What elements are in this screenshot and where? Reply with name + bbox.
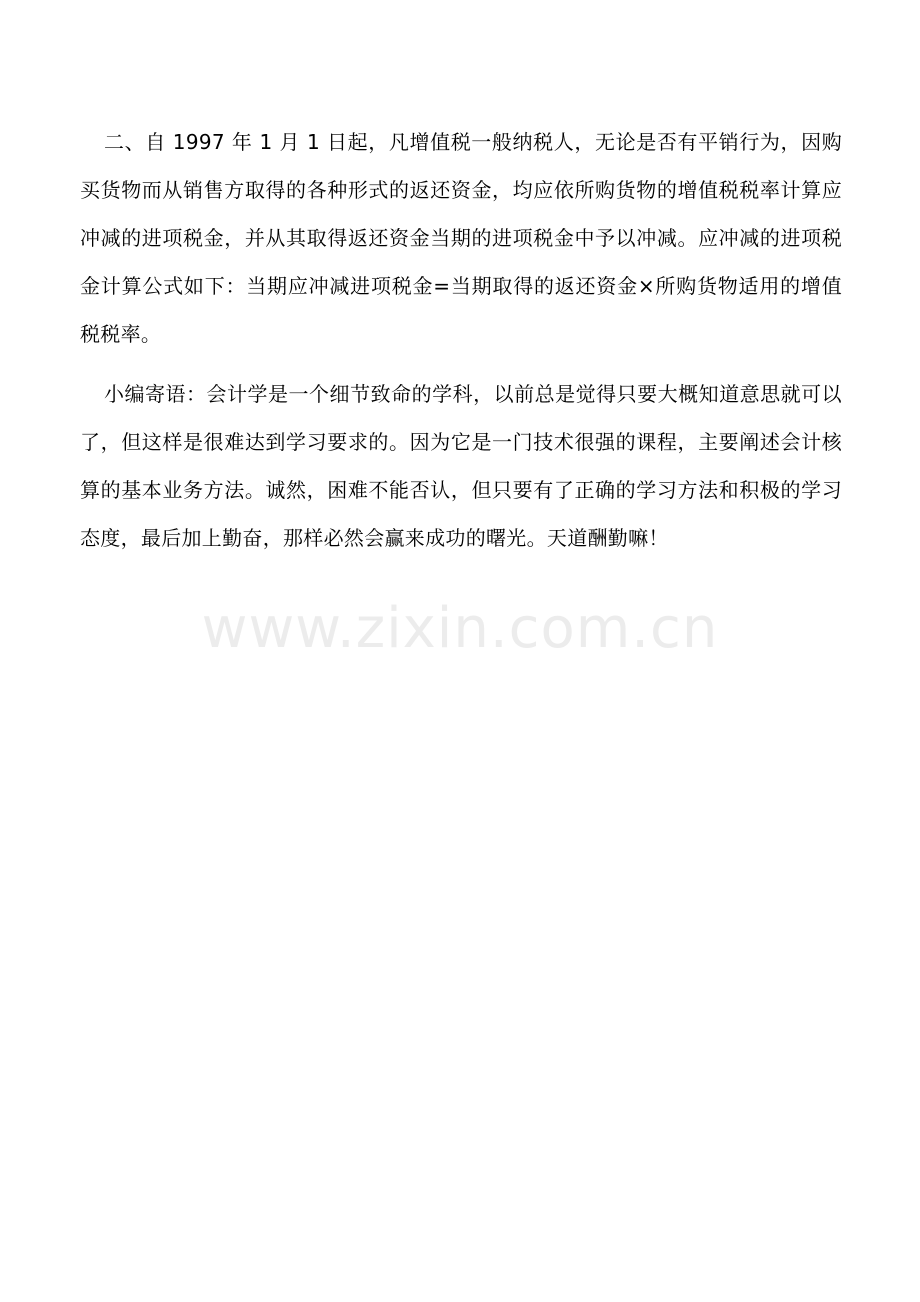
document-body bbox=[80, 118, 842, 562]
paragraph-editor-note: 小编寄语：会计学是一个细节致命的学科，以前总是觉得只要大概知道意思就可以了，但这样是很难达到学习要求的。因为它是一门技术很强的课程，主要阐述会计核算的基本业务方法。诚然，困难不能否认，但只要有了正确的学习方法和积极的学习态度，最后加上勤奋，那样必然会赢来成功的曙光。天道酬勤嘛！ bbox=[80, 382, 842, 550]
watermark-text: www.zixin.com.cn bbox=[201, 596, 719, 661]
paragraph-tax-rule: 二、自 1997 年 1 月 1 日起，凡增值税一般纳税人，无论是否有平销行为，因购买货物而从销售方取得的各种形式的返还资金，均应依所购货物的增值税税率计算应冲减的进项税金，并从其取得返还资金当期的进项税金中予以冲减。应冲减的进项税金计算公式如下：当期应冲减进项税金=当期取得的返还资金×所购货物适用的增值税税率。 bbox=[80, 130, 842, 346]
